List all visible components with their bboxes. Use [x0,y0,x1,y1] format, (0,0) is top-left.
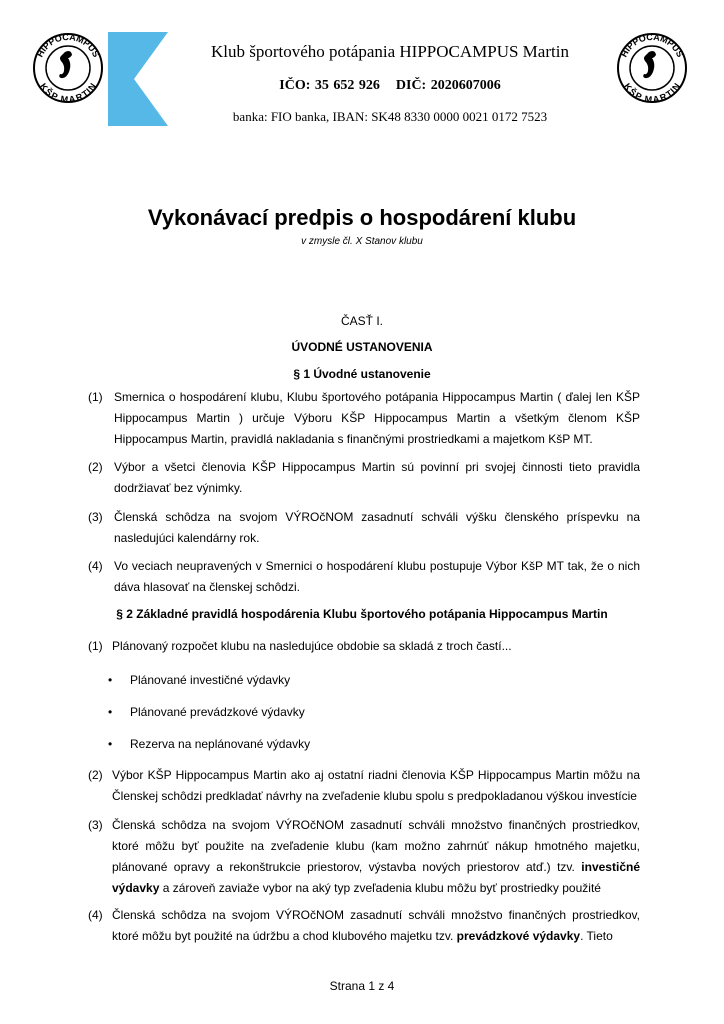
bullet-icon: • [108,673,113,687]
page-number: Strana 1 z 4 [329,979,395,993]
item-number: (4) [88,559,103,573]
item-number: (3) [88,510,103,524]
list-item [90,556,640,598]
list-item [90,815,640,899]
list-item [90,507,640,549]
club-logo-right [616,32,688,104]
list-item [90,387,640,450]
item-number: (3) [88,818,103,832]
item-text-bold: prevádzkové výdavky [456,929,581,943]
logo-bottom-text: KŠP MARTIN [37,81,99,104]
blue-flag-shape [108,32,168,126]
item-text: Výbor a všetci členovia KŠP Hippocampus Martin sú povinní pri svojej činnosti tieto pravidla dodržiavať bez výnimky. [114,460,640,495]
item-number: (2) [88,460,103,474]
document-subtitle: v zmysle čl. X Stanov klubu [301,236,423,247]
list-item [90,905,640,947]
list-item [90,636,640,657]
paragraph-2-heading: § 2 Základné pravidlá hospodárenia Klubu športového potápania Hippocampus Martin [116,607,608,621]
item-text: Výbor KŠP Hippocampus Martin ako aj ostatní riadni členovia KŠP Hippocampus Martin môžu na Členskej schôdzi predkladať návrhy na zveľadenie klubu spolu s predpokladanou výškou investície [112,768,640,803]
item-number: (1) [88,639,103,653]
item-text: Smernica o hospodárení klubu, Klubu športového potápania Hippocampus Martin ( ďalej len KŠP Hippocampus Martin ) určuje Výboru KŠP Hippocampus Martin a všetkým členom KŠP Hippocampus Martin, pravidlá nakladania s finančnými prostriedkami a majetkom KšP MT. [114,390,640,446]
bullet-icon: • [108,705,113,719]
item-text: Plánovaný rozpočet klubu na nasledujúce obdobie sa skladá z troch častí... [112,639,512,653]
bullet-text: Rezerva na neplánované výdavky [130,737,311,751]
club-logo-left [32,32,104,104]
item-number: (2) [88,768,103,782]
item-text-bold: investičné výdavky [112,860,640,895]
svg-text:KŠP MARTIN [622,81,682,104]
club-ids [170,78,610,94]
paragraph-1-heading: § 1 Úvodné ustanovenie [293,367,431,381]
logo-bottom-text: KŠP MARTIN [621,81,683,104]
bank-info: banka: FIO banka, IBAN: SK48 8330 0000 0021 0172 7523 [232,109,548,124]
list-item [90,457,640,499]
dic-number: DIČ: 2020607006 [395,78,501,93]
item-text-part: Členská schôdza na svojom VÝROčNOM zasadnutí schváli množstvo finančných prostriedkov, ktoré môžu byť použite na zveľadenie klubu (kam možno zahrnúť nákup hmotného majetku, plánované opravy a rekonštrukcie priestorov, výstavba nových priestorov atď.) tzv. [112,818,640,874]
item-text: Vo veciach neupravených v Smernici o hospodárení klubu postupuje Výbor KšP MT tak, že o nich dáva hlasovať na členskej schôdzi. [114,559,640,594]
bullet-text: Plánované investičné výdavky [130,673,291,687]
item-text-part: a zároveň zaviaže vybor na aký typ zveľadenia klubu môžu byť prostriedky použité [162,881,601,895]
club-name: Klub športového potápania HIPPOCAMPUS Martin [211,42,569,61]
item-text [112,905,640,947]
item-text [112,815,640,899]
logo-top-text: HIPPOCAMPUS [34,32,102,59]
svg-text:KŠP MARTIN [38,81,98,104]
logo-top-text: HIPPOCAMPUS [618,32,686,59]
item-number: (4) [88,908,103,922]
bullet-text: Plánované prevádzkové výdavky [130,705,305,719]
document-title: Vykonávací predpis o hospodárení klubu [147,205,577,230]
ico-number: IČO: 35 652 926 [279,78,380,93]
item-text: Členská schôdza na svojom VÝROčNOM zasadnutí schváli výšku členského príspevku na nasledujúci kalendárny rok. [114,510,640,545]
list-item [90,765,640,807]
section-heading: ÚVODNÉ USTANOVENIA [291,340,433,354]
item-text-part: Členská schôdza na svojom VÝROčNOM zasadnutí schváli množstvo finančných prostriedkov, ktoré môžu byt použité na údržbu a chod klubového majetku tzv. [112,908,640,943]
part-heading: ČASŤ I. [340,314,383,328]
bullet-icon: • [108,737,113,751]
item-text-part: . Tieto [580,929,613,943]
item-number: (1) [88,390,103,404]
